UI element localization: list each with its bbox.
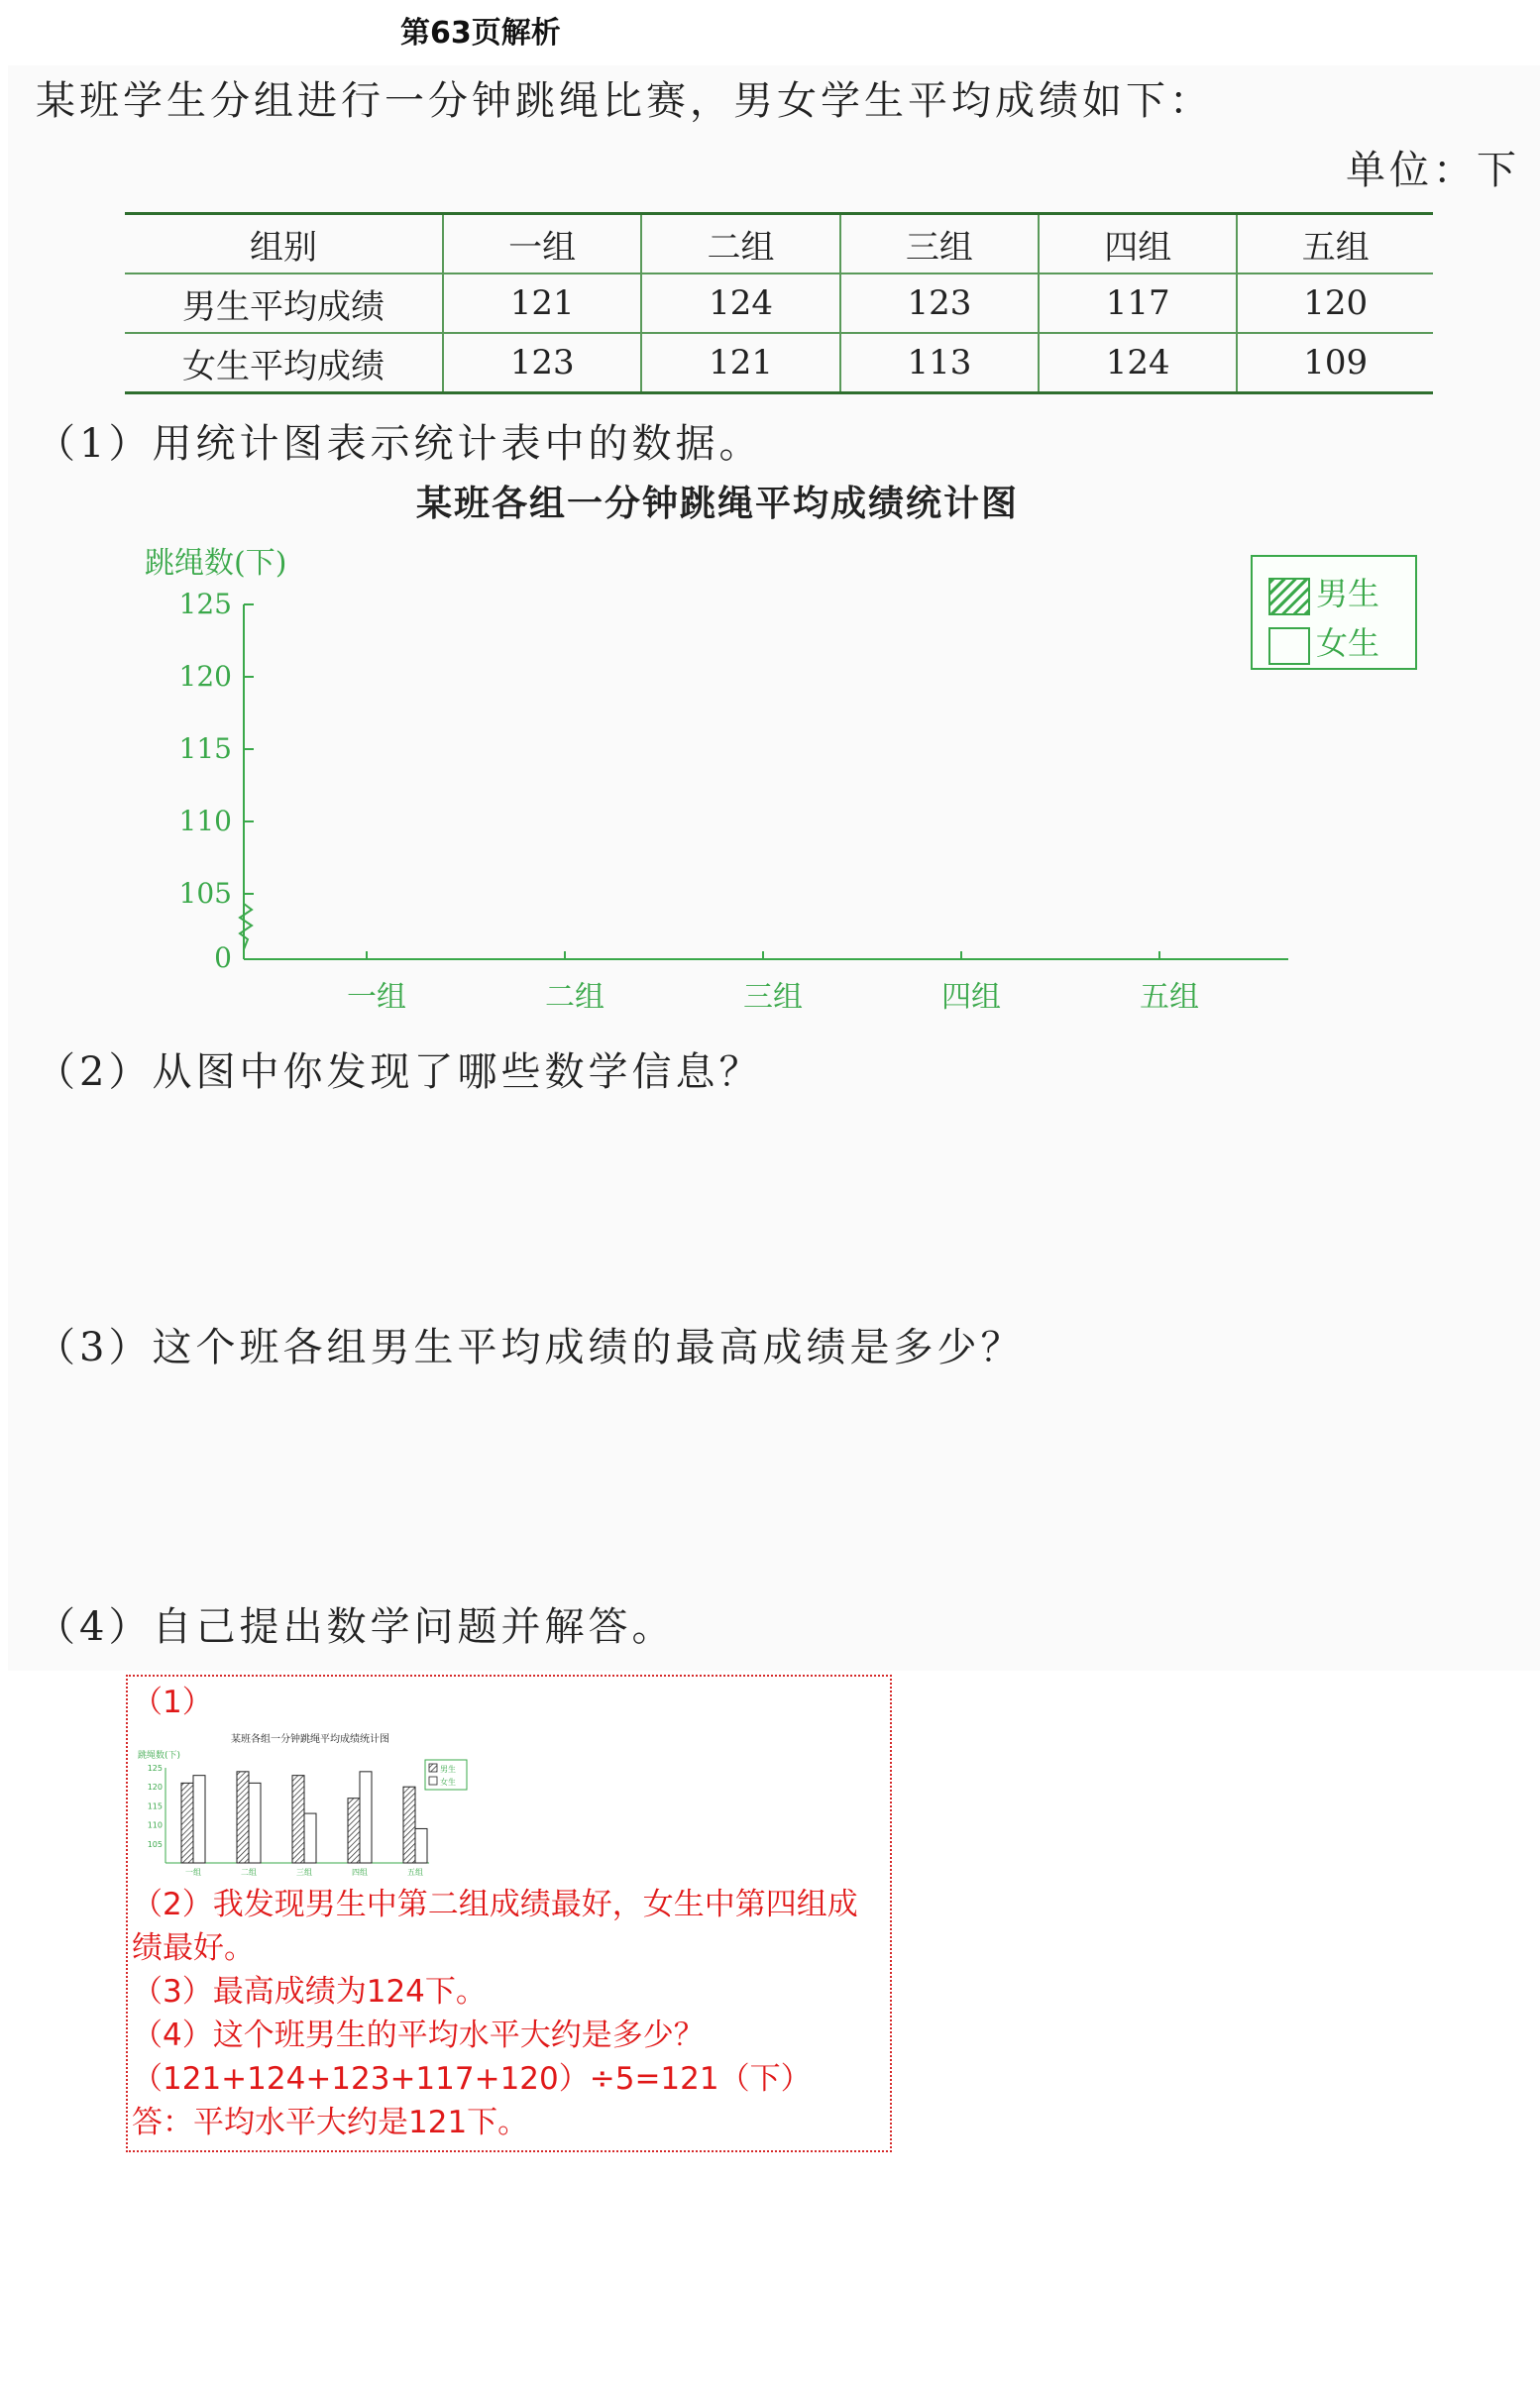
unit-label: 单位：下 xyxy=(1346,148,1520,193)
legend-label: 男生 xyxy=(1316,575,1380,612)
table-cell: 五组 xyxy=(1237,214,1433,274)
table-cell: 117 xyxy=(1039,273,1237,333)
table-cell: 120 xyxy=(1237,273,1433,333)
chart-title: 某班各组一分钟跳绳平均成绩统计图 xyxy=(416,484,1020,524)
answer-1-label: （1） xyxy=(132,1685,213,1720)
table-cell: 124 xyxy=(641,273,839,333)
table-cell: 女生平均成绩 xyxy=(182,346,385,386)
answer-4-calc: （121+124+123+117+120）÷5=121（下） xyxy=(132,2061,812,2097)
x-tick-label: 一组 xyxy=(347,980,406,1015)
table-cell: 121 xyxy=(641,333,839,393)
boys-bar xyxy=(292,1776,304,1863)
question-3: （3）这个班各组男生平均成绩的最高成绩是多少？ xyxy=(36,1325,1025,1370)
x-tick-label: 五组 xyxy=(1140,980,1199,1015)
mini-legend-swatch xyxy=(429,1764,437,1772)
mini-x-tick-label: 二组 xyxy=(241,1868,257,1877)
mini-y-tick-label: 105 xyxy=(147,1839,163,1849)
table-cell: 四组 xyxy=(1039,214,1237,274)
hatched-swatch-icon xyxy=(1268,578,1310,615)
mini-chart-y-label: 跳绳数(下) xyxy=(138,1751,181,1761)
mini-legend-label: 男生 xyxy=(440,1765,456,1774)
question-2: （2）从图中你发现了哪些数学信息？ xyxy=(36,1049,763,1095)
boys-bar xyxy=(181,1783,193,1863)
mini-chart-title: 某班各组一分钟跳绳平均成绩统计图 xyxy=(231,1734,389,1745)
answer-2-line1: （2）我发现男生中第二组成绩最好，女生中第四组成 xyxy=(132,1887,858,1922)
table-cell: 二组 xyxy=(641,214,839,274)
mini-legend-label: 女生 xyxy=(440,1778,456,1787)
mini-x-tick-label: 三组 xyxy=(296,1868,312,1877)
answer-3: （3）最高成绩为124下。 xyxy=(132,1974,487,2010)
mini-y-tick-label: 110 xyxy=(147,1820,163,1830)
mini-y-tick-label: 120 xyxy=(147,1783,163,1793)
answer-4-answer: 答：平均水平大约是121下。 xyxy=(132,2105,529,2140)
chart-legend xyxy=(1251,555,1417,670)
y-tick-label: 110 xyxy=(178,805,232,837)
table-cell: 109 xyxy=(1237,333,1433,393)
boys-bar xyxy=(237,1772,249,1863)
girls-bar xyxy=(193,1776,205,1863)
y-tick-label: 120 xyxy=(178,660,232,693)
answer-mini-chart xyxy=(132,1728,489,1877)
table-cell: 一组 xyxy=(443,214,641,274)
table-cell: 121 xyxy=(443,273,641,333)
legend-item-boys xyxy=(1268,569,1379,615)
mini-y-tick-label: 115 xyxy=(147,1801,163,1811)
girls-bar xyxy=(304,1813,316,1863)
y-tick-label: 105 xyxy=(178,877,232,910)
girls-bar xyxy=(249,1783,261,1863)
mini-legend-swatch xyxy=(429,1777,437,1785)
table-cell: 124 xyxy=(1039,333,1237,393)
answer-2-line2: 绩最好。 xyxy=(132,1930,255,1966)
table-cell: 男生平均成绩 xyxy=(182,286,385,327)
x-tick-label: 三组 xyxy=(743,980,803,1015)
table-cell: 123 xyxy=(840,273,1039,333)
girls-bar xyxy=(360,1772,372,1863)
mini-x-tick-label: 五组 xyxy=(407,1868,423,1877)
table-cell: 组别 xyxy=(250,227,317,268)
x-tick-label: 二组 xyxy=(545,980,605,1015)
table-row xyxy=(125,273,1433,333)
problem-stem: 某班学生分组进行一分钟跳绳比赛，男女学生平均成绩如下： xyxy=(36,78,1213,124)
page-title: 第63页解析 xyxy=(400,16,561,51)
legend-label: 女生 xyxy=(1316,624,1380,662)
table-cell: 123 xyxy=(443,333,641,393)
answer-4-question: （4）这个班男生的平均水平大约是多少？ xyxy=(132,2018,705,2053)
table-header-row xyxy=(125,214,1433,274)
score-table xyxy=(125,212,1433,394)
empty-swatch-icon xyxy=(1268,627,1310,665)
mini-x-tick-label: 一组 xyxy=(185,1868,201,1877)
x-tick-label: 四组 xyxy=(941,980,1001,1015)
boys-bar xyxy=(403,1787,415,1863)
chart-y-label: 跳绳数(下) xyxy=(145,546,287,581)
mini-y-tick-label: 125 xyxy=(147,1764,163,1773)
y-tick-label: 125 xyxy=(178,588,232,620)
boys-bar xyxy=(348,1799,360,1863)
girls-bar xyxy=(415,1828,427,1863)
question-4: （4）自己提出数学问题并解答。 xyxy=(36,1604,676,1650)
blank-chart xyxy=(139,575,1328,1021)
table-row xyxy=(125,333,1433,393)
axis-break-icon xyxy=(240,904,252,949)
y-tick-label: 0 xyxy=(214,941,232,974)
question-1: （1）用统计图表示统计表中的数据。 xyxy=(36,421,763,467)
table-cell: 三组 xyxy=(840,214,1039,274)
answer-box xyxy=(126,1675,892,2152)
y-tick-label: 115 xyxy=(178,732,232,765)
mini-x-tick-label: 四组 xyxy=(352,1868,368,1877)
legend-item-girls xyxy=(1268,618,1379,665)
table-cell: 113 xyxy=(840,333,1039,393)
